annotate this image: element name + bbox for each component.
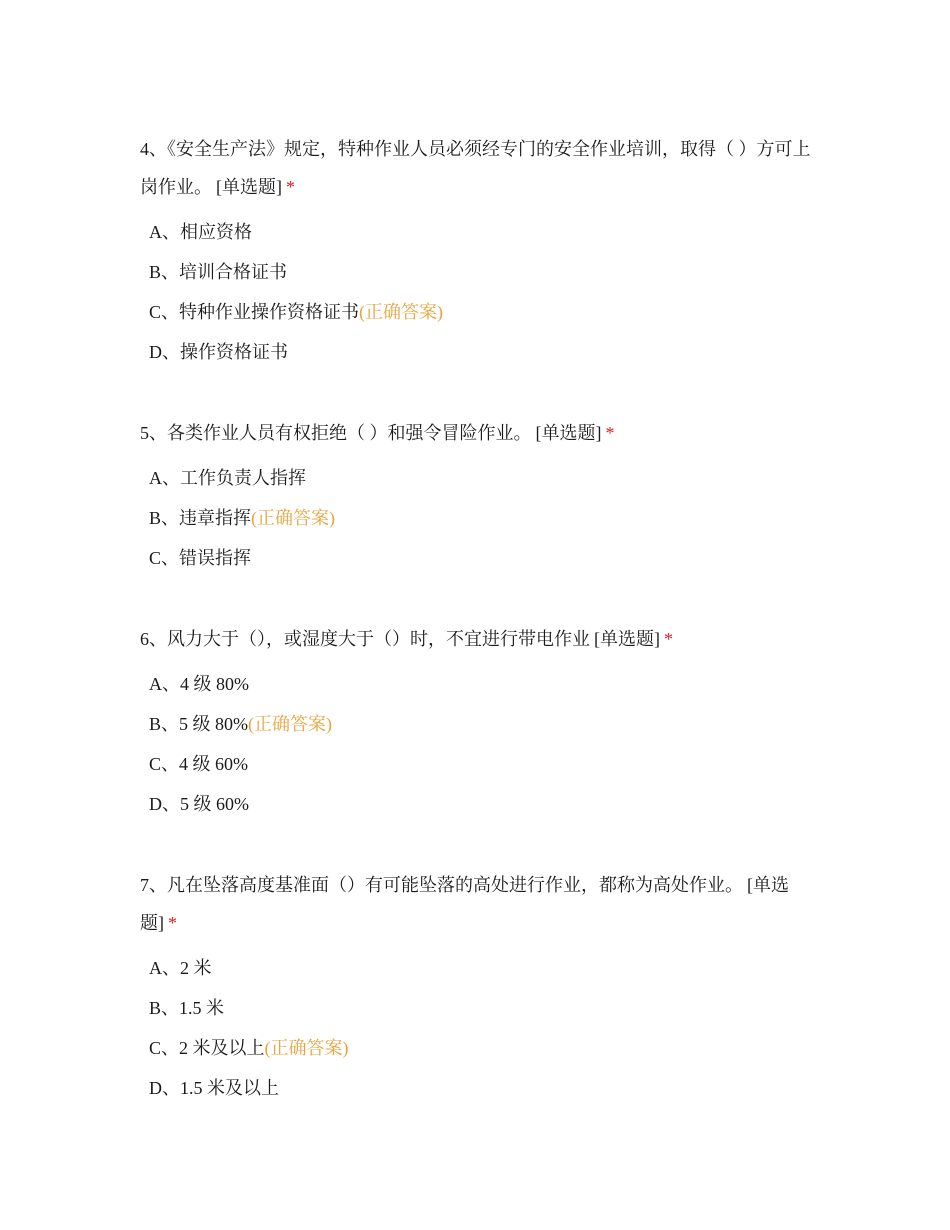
option-letter: B、 [149,714,180,734]
question-4 [140,130,820,372]
option-text: 2 米及以上 [179,1038,265,1058]
option-letter: C、 [149,754,180,774]
option-list [140,458,820,578]
option-letter: A、 [149,958,180,978]
option-c[interactable] [149,1028,820,1068]
option-letter: D、 [149,794,180,814]
required-mark: * [664,629,673,649]
option-letter: B、 [149,508,180,528]
option-letter: C、 [149,302,180,322]
option-text: 1.5 米及以上 [180,1078,279,1098]
correct-answer-tag: (正确答案) [251,508,336,528]
option-letter: A、 [149,468,180,488]
question-type-label: [单选题] [535,423,602,443]
option-text: 5 级 80% [179,714,249,734]
question-5 [140,414,820,578]
required-mark: * [605,423,615,443]
option-b[interactable] [149,252,820,292]
question-title [140,130,820,206]
option-letter: D、 [149,1078,180,1098]
question-number: 5、 [140,423,167,443]
required-mark: * [168,913,177,933]
question-type-label: [单选题] [216,177,282,197]
option-c[interactable] [149,292,820,332]
option-a[interactable] [149,664,820,704]
question-text: 风力大于（），或湿度大于（）时，不宜进行带电作业 [167,629,590,649]
option-text: 4 级 60% [179,754,249,774]
option-letter: B、 [149,998,180,1018]
option-text: 违章指挥 [179,508,252,528]
option-d[interactable] [149,332,820,372]
question-type-label: [单选题] [594,629,660,649]
option-text: 培训合格证书 [179,262,288,282]
option-letter: A、 [149,222,180,242]
question-title [140,866,820,942]
question-number: 7、 [140,875,167,895]
option-text: 特种作业操作资格证书 [179,302,360,322]
option-d[interactable] [149,784,820,824]
question-number: 6、 [140,629,167,649]
correct-answer-tag: (正确答案) [264,1038,349,1058]
option-a[interactable] [149,458,820,498]
option-text: 操作资格证书 [180,342,288,362]
question-7 [140,866,820,1108]
option-d[interactable] [149,1068,820,1108]
option-b[interactable] [149,988,820,1028]
option-list [140,664,820,824]
option-letter: D、 [149,342,180,362]
option-c[interactable] [149,744,820,784]
question-type-label: [单选题] [140,875,789,933]
option-text: 2 米 [180,958,212,978]
option-text: 5 级 60% [180,794,249,814]
option-list [140,212,820,372]
option-letter: B、 [149,262,180,282]
option-letter: C、 [149,548,180,568]
option-c[interactable] [149,538,820,578]
correct-answer-tag: (正确答案) [248,714,333,734]
required-mark: * [286,177,295,197]
option-a[interactable] [149,212,820,252]
option-b[interactable] [149,704,820,744]
quiz-page [140,130,820,1150]
option-text: 相应资格 [180,222,252,242]
option-a[interactable] [149,948,820,988]
option-letter: C、 [149,1038,180,1058]
question-text: 《安全生产法》规定，特种作业人员必须经专门的安全作业培训，取得（ ）方可上岗作业。 [140,139,811,197]
question-text: 各类作业人员有权拒绝（ ）和强令冒险作业。 [167,423,532,443]
correct-answer-tag: (正确答案) [359,302,444,322]
option-letter: A、 [149,674,180,694]
option-list [140,948,820,1108]
question-text: 凡在坠落高度基准面（）有可能坠落的高处进行作业，都称为高处作业。 [167,875,743,895]
option-text: 1.5 米 [179,998,225,1018]
option-b[interactable] [149,498,820,538]
option-text: 4 级 80% [180,674,249,694]
option-text: 错误指挥 [179,548,252,568]
question-6 [140,620,820,824]
question-number: 4、 [140,139,167,159]
question-title [140,620,820,658]
option-text: 工作负责人指挥 [180,468,306,488]
question-title [140,414,820,452]
